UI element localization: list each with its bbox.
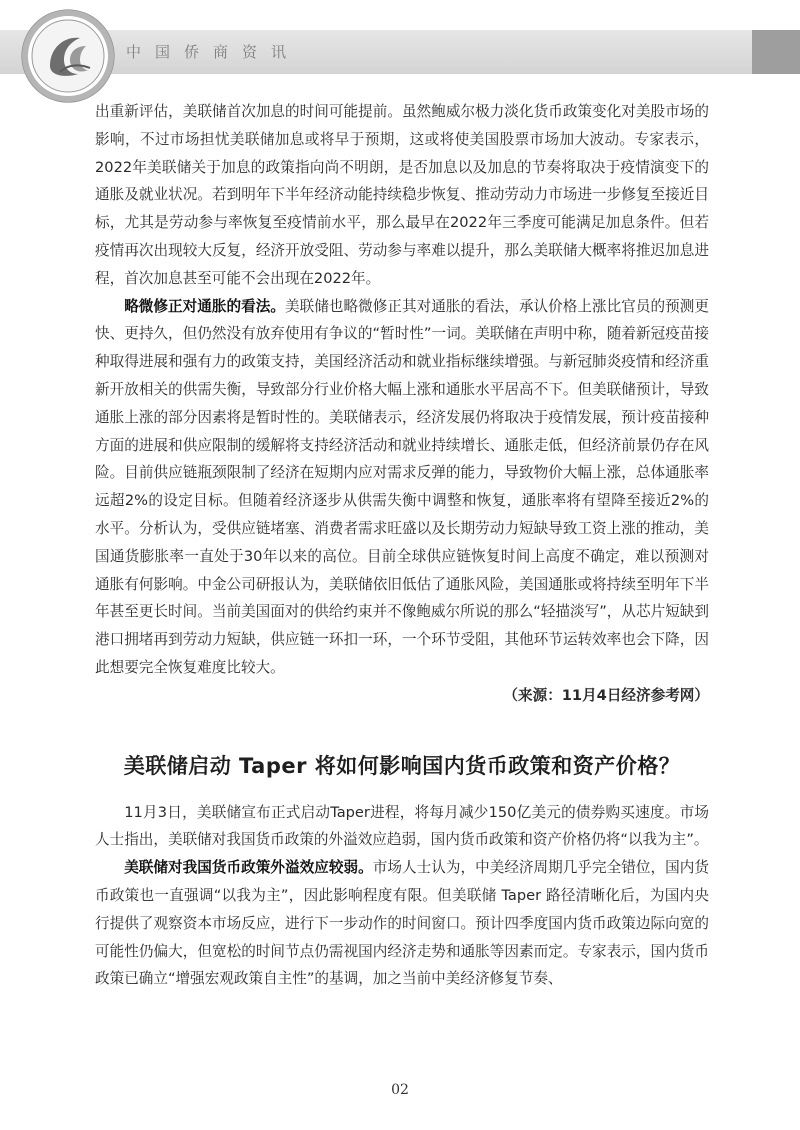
article2-paragraph-2-lead: 美联储对我国货币政策外溢效应较弱。	[124, 859, 373, 877]
header-band	[0, 30, 800, 74]
page-content	[95, 98, 709, 993]
publication-title: 中国侨商资讯	[126, 43, 301, 61]
article1-source: （来源：11月4日经济参考网）	[503, 686, 709, 704]
page-number: 02	[391, 1082, 409, 1098]
article1-paragraph-2-body: 美联储也略微修正其对通胀的看法，承认价格上涨比官员的预测更快、更持久，但仍然没有放弃使用有争议的“暂时性”一词。美联储在声明中称，随着新冠疫苗接种取得进展和强有力的政策支持，美国经济活动和就业指标继续增强。与新冠肺炎疫情和经济重新开放相关的供需失衡，导致部分行业价格大幅上涨和通胀水平居高不下。但美联储预计，导致通胀上涨的部分因素将是暂时性的。美联储表示，经济发展仍将取决于疫情发展，预计疫苗接种方面的进展和供应限制的缓解将支持经济活动和就业持续增长、通胀走低，但经济前景仍存在风险。目前供应链瓶颈限制了经济在短期内应对需求反弹的能力，导致物价大幅上涨，总体通胀率远超2%的设定目标。但随着经济逐步从供需失衡中调整和恢复，通胀率将有望降至接近2%的水平。分析认为，受供应链堵塞、消费者需求旺盛以及长期劳动力短缺导致工资上涨的推动，美国通货膨胀率一直处于30年以来的高位。目前全球供应链恢复时间上高度不确定，难以预测对通胀有何影响。中金公司研报认为，美联储依旧低估了通胀风险，美国通胀或将持续至明年下半年甚至更长时间。当前美国面对的供给约束并不像鲍威尔所说的那么“轻描淡写”，从芯片短缺到港口拥堵再到劳动力短缺，供应链一环扣一环，一个环节受阻，其他环节运转效率也会下降，因此想要完全恢复难度比较大。	[95, 297, 709, 676]
article1-paragraph-2	[95, 293, 709, 682]
article2-paragraph-2-body: 市场人士认为，中美经济周期几乎完全错位，国内货币政策也一直强调“以我为主”，因此影响程度有限。但美联储 Taper 路径清晰化后，为国内央行提供了观察资本市场反应，进行下一步动作的时间窗口。预计四季度国内货币政策边际向宽的可能性仍偏大，但宽松的时间节点仍需视国内经济走势和通胀等因素而定。专家表示，国内货币政策已确立“增强宏观政策自主性”的基调，加之当前中美经济修复节奏、	[95, 859, 709, 988]
article2-heading: 美联储启动 Taper 将如何影响国内货币政策和资产价格？	[123, 753, 681, 778]
article2-paragraph-1: 11月3日，美联储宣布正式启动Taper进程，将每月减少150亿美元的债券购买速度。市场人士指出，美联储对我国货币政策的外溢效应趋弱，国内货币政策和资产价格仍将“以我为主”。	[95, 803, 709, 849]
header-band-accent	[752, 30, 800, 74]
article1-paragraph-1: 出重新评估，美联储首次加息的时间可能提前。虽然鲍威尔极力淡化货币政策变化对美股市场的影响，不过市场担忧美联储加息或将早于预期，这或将使美国股票市场加大波动。专家表示，2022年美联储关于加息的政策指向尚不明朗，是否加息以及加息的节奏将取决于疫情演变下的通胀及就业状况。若到明年下半年经济动能持续稳步恢复、推动劳动力市场进一步修复至接近目标，尤其是劳动参与率恢复至疫情前水平，那么最早在2022年三季度可能满足加息条件。但若疫情再次出现较大反复，经济开放受阻、劳动参与率难以提升，那么美联储大概率将推迟加息进程，首次加息甚至可能不会出现在2022年。	[95, 103, 709, 287]
article2-paragraph-2	[95, 854, 709, 993]
chamber-logo	[20, 8, 116, 104]
article1-paragraph-2-lead: 略微修正对通胀的看法。	[124, 297, 286, 315]
